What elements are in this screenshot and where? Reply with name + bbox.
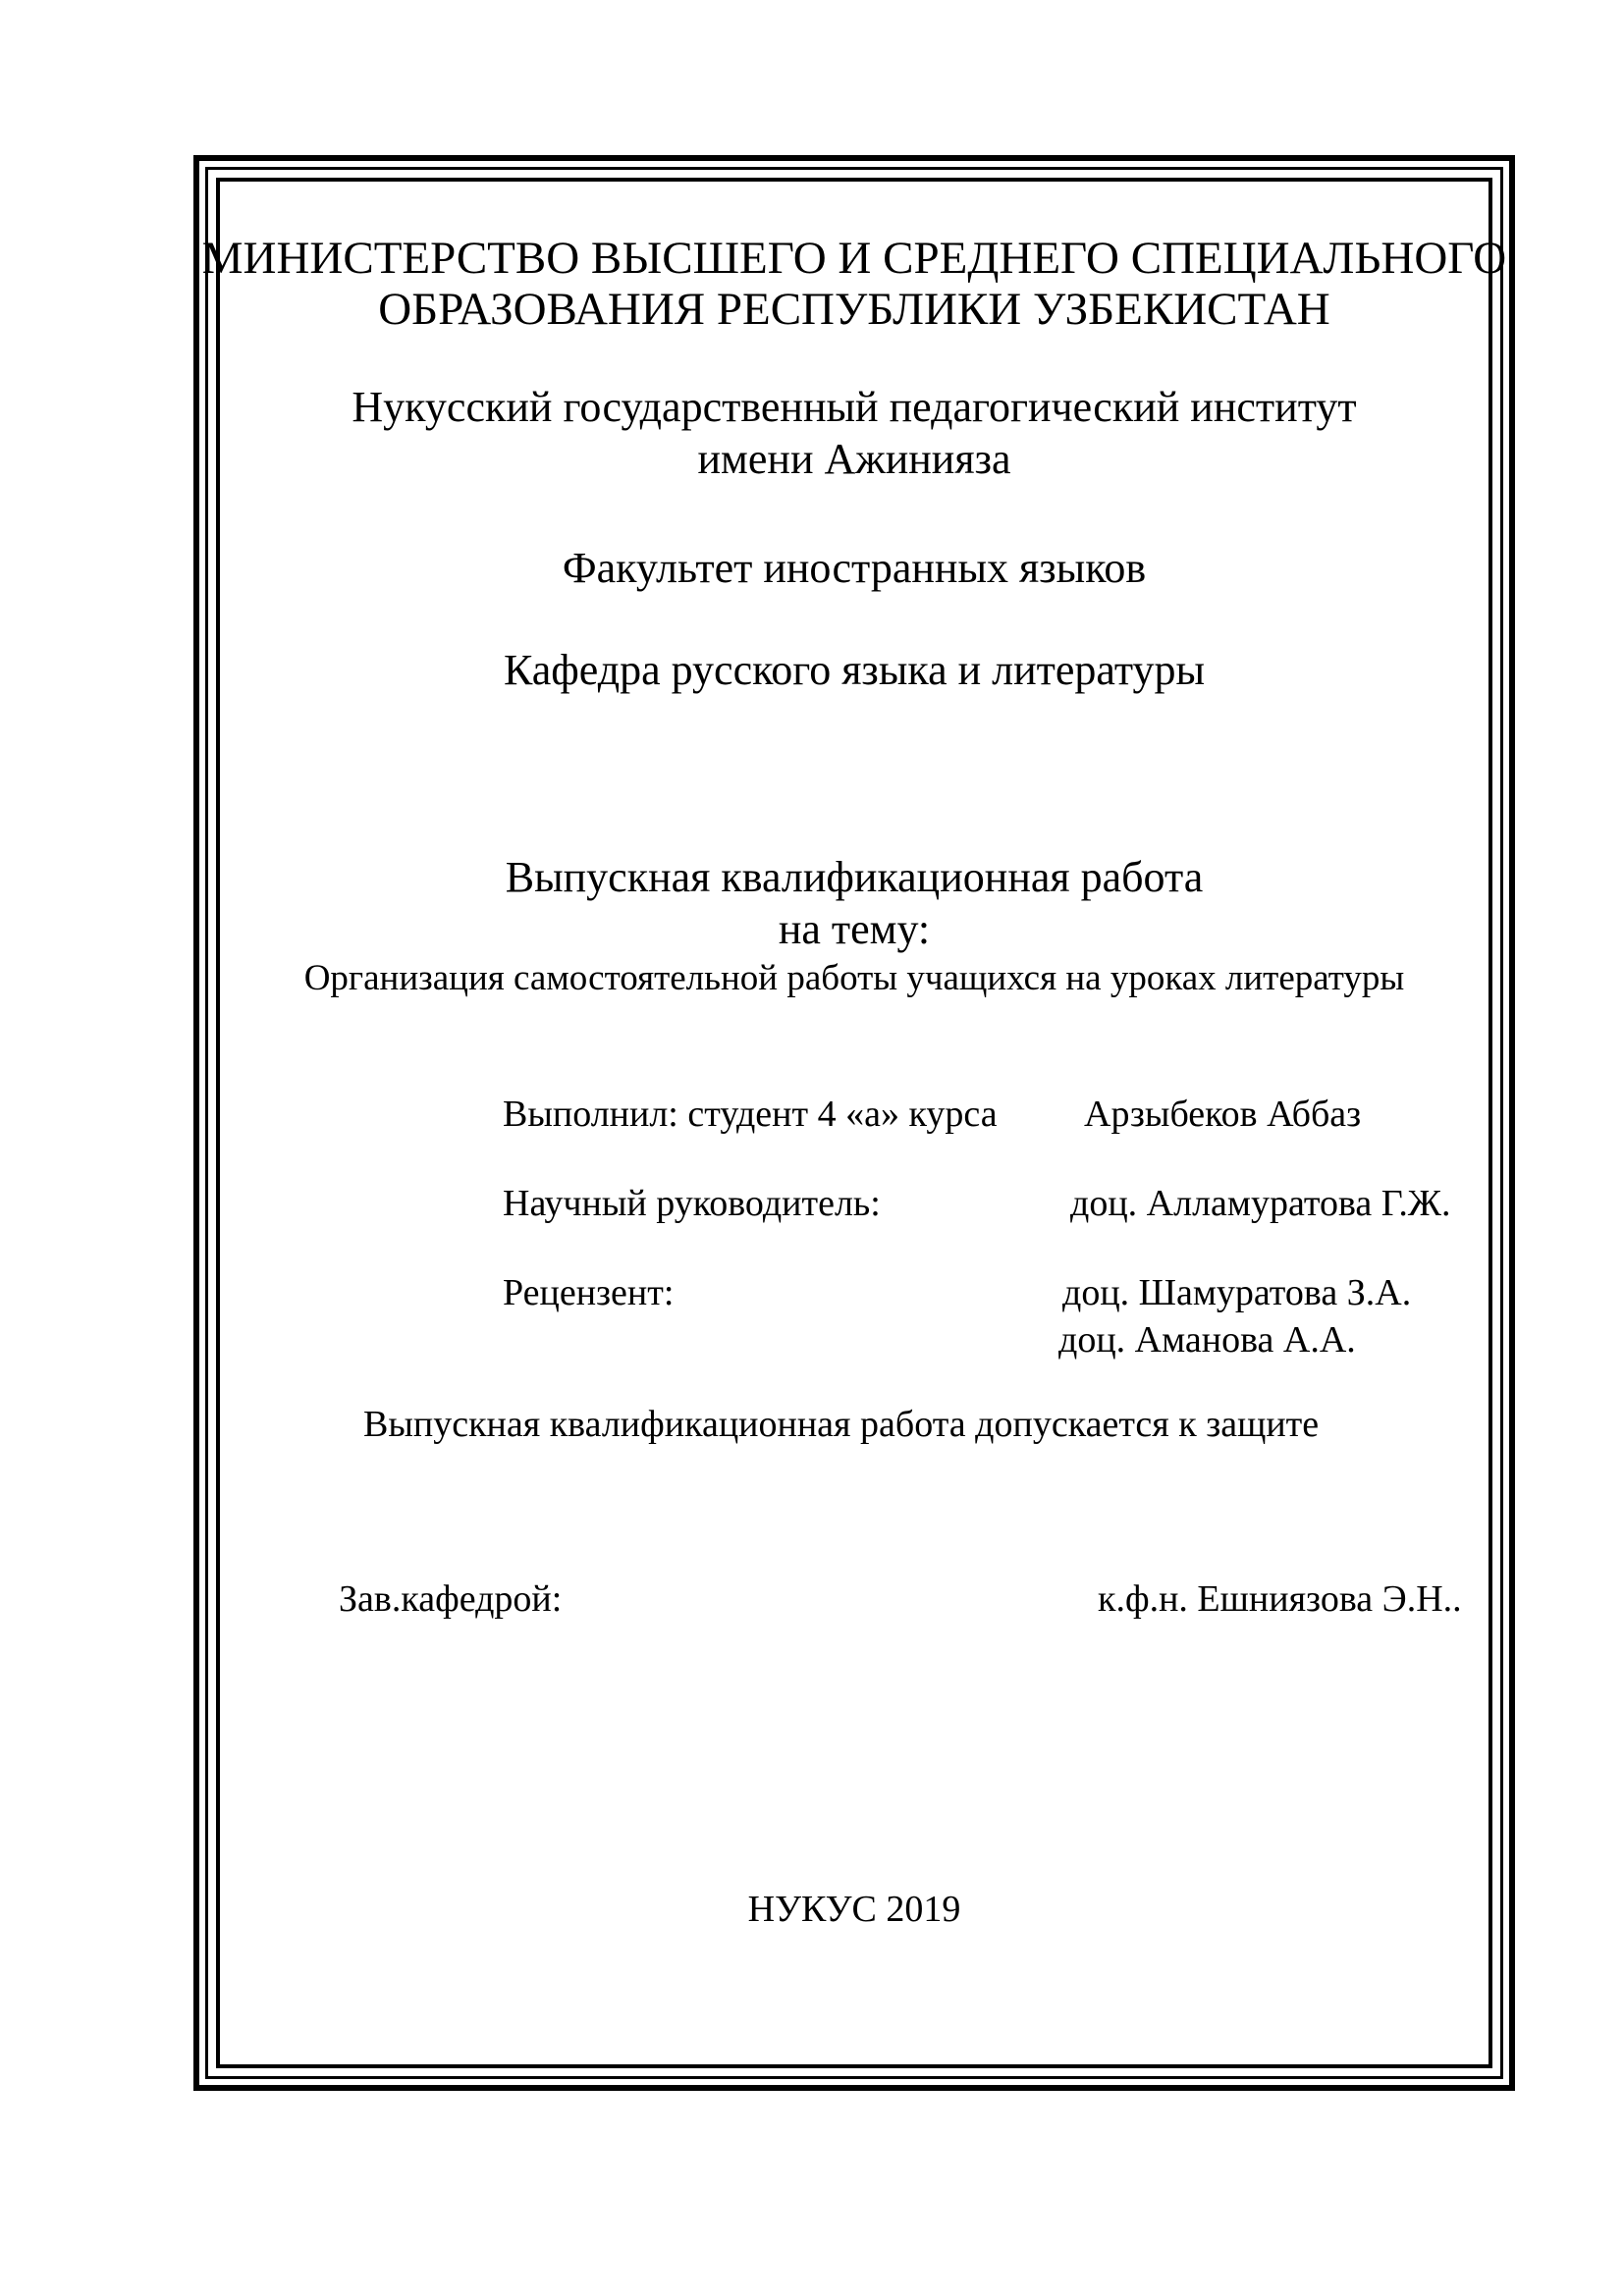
institute-line-2: имени Ажинияза (697, 435, 1011, 483)
author-name: Арзыбеков Аббаз (1084, 1094, 1362, 1135)
head-of-department-name: к.ф.н. Ешниязова Э.Н.. (1098, 1578, 1462, 1620)
thesis-type: Выпускная квалификационная работа (505, 853, 1204, 901)
supervisor-name: доц. Алламуратова Г.Ж. (1070, 1183, 1451, 1224)
reviewer-label: Рецензент: (503, 1272, 675, 1313)
reviewer-name-1: доц. Шамуратова З.А. (1062, 1272, 1412, 1313)
head-of-department-label: Зав.кафедрой: (339, 1578, 563, 1620)
thesis-topic-label: на тему: (778, 905, 931, 953)
faculty-name: Факультет иностранных языков (562, 544, 1147, 592)
city-year: НУКУС 2019 (747, 1889, 961, 1930)
institute-line-1: Нукусский государственный педагогический институт (352, 383, 1357, 431)
reviewer-name-2: доц. Аманова А.А. (1058, 1319, 1356, 1361)
supervisor-label: Научный руководитель: (503, 1183, 881, 1224)
author-label: Выполнил: студент 4 «а» курса (503, 1094, 998, 1135)
department-name: Кафедра русского языка и литературы (503, 646, 1206, 694)
thesis-topic: Организация самостоятельной работы учащихся на уроках литературы (303, 958, 1405, 998)
admission-statement: Выпускная квалификационная работа допускается к защите (363, 1404, 1320, 1445)
ministry-line-1: МИНИСТЕРСТВО ВЫСШЕГО И СРЕДНЕГО СПЕЦИАЛЬНОГО (201, 233, 1507, 284)
ministry-line-2: ОБРАЗОВАНИЯ РЕСПУБЛИКИ УЗБЕКИСТАН (378, 284, 1330, 335)
